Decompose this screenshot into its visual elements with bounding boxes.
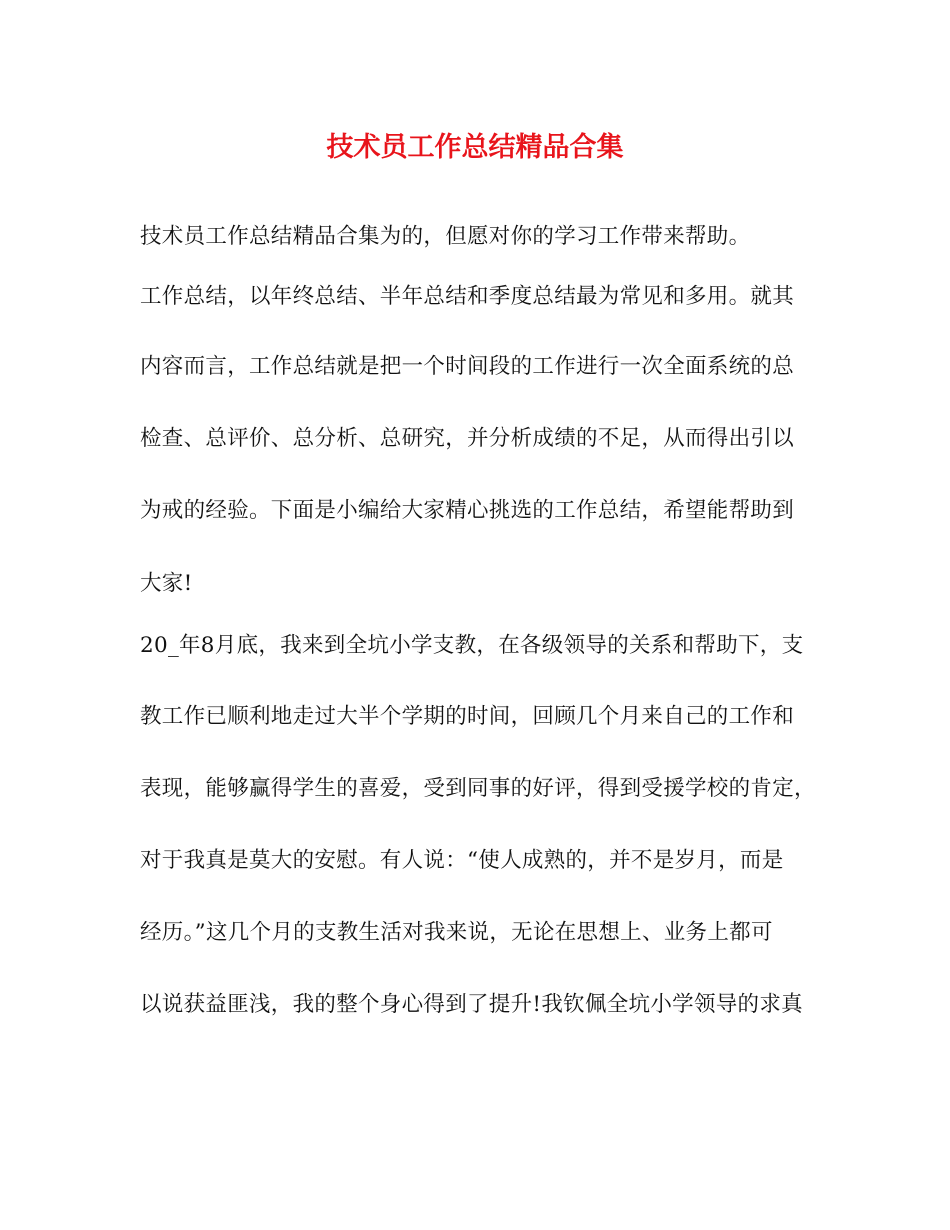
body-line: 技术员工作总结精品合集为的，但愿对你的学习工作带来帮助。: [140, 224, 751, 249]
body-line: 为戒的经验。下面是小编给大家精心挑选的工作总结，希望能帮助到: [140, 498, 795, 523]
body-line: 内容而言，工作总结就是把一个时间段的工作进行一次全面系统的总: [140, 354, 795, 379]
body-line: 20_年8月底，我来到全坑小学支教，在各级领导的关系和帮助下，支: [140, 633, 804, 658]
body-line: 对于我真是莫大的安慰。有人说：“使人成熟的，并不是岁月，而是: [140, 848, 784, 873]
body-line: 工作总结，以年终总结、半年总结和季度总结最为常见和多用。就其: [140, 284, 795, 309]
body-line: 教工作已顺利地走过大半个学期的时间，回顾几个月来自己的工作和: [140, 704, 795, 729]
body-line: 表现，能够赢得学生的喜爱，受到同事的好评，得到受援学校的肯定，: [140, 776, 816, 801]
document-title: 技术员工作总结精品合集: [326, 132, 624, 163]
body-line: 检查、总评价、总分析、总研究，并分析成绩的不足，从而得出引以: [140, 426, 795, 451]
body-line: 大家!: [140, 571, 193, 596]
body-line: 以说获益匪浅，我的整个身心得到了提升!我钦佩全坑小学领导的求真: [140, 992, 803, 1017]
body-line: 经历。”这几个月的支教生活对我来说，无论在思想上、业务上都可: [140, 920, 773, 945]
